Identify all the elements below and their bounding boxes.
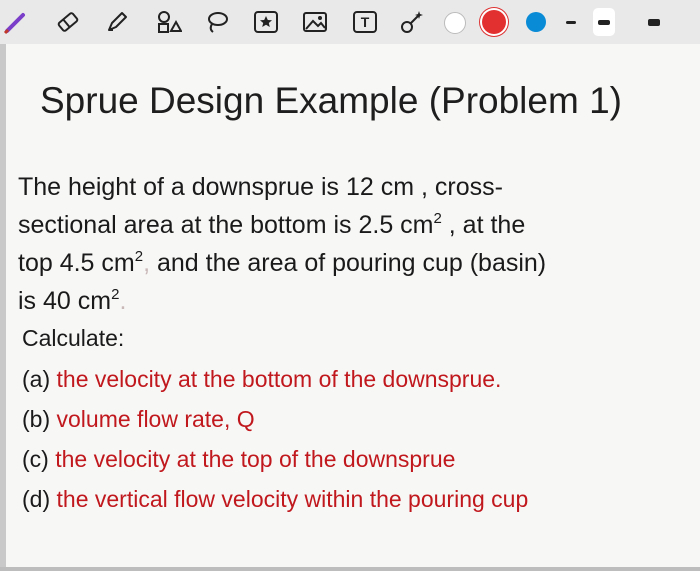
magic-icon[interactable] xyxy=(398,8,426,36)
calculate-label: Calculate: xyxy=(22,325,125,351)
text-icon[interactable] xyxy=(351,8,379,36)
thick-stroke-option[interactable] xyxy=(648,19,660,26)
color-swatch-white[interactable] xyxy=(444,12,466,34)
problem-line-3: top 4.5 $cm^2$, and the area of pouring cup (basin) xyxy=(18,248,547,277)
problem-line-2: sectional area at the bottom is 2.5 $cm^2$ , at the xyxy=(18,210,526,239)
slide-title: Sprue Design Example (Problem 1) xyxy=(40,80,622,121)
question-item-b: (b) volume flow rate, Q xyxy=(22,406,255,432)
medium-stroke-option[interactable] xyxy=(598,20,610,25)
color-swatch-red[interactable] xyxy=(482,10,506,34)
eraser-icon[interactable] xyxy=(54,8,82,36)
image-icon[interactable] xyxy=(301,8,329,36)
question-list xyxy=(22,366,682,526)
problem-statement xyxy=(18,168,678,320)
problem-line-1: The height of a downsprue is 12 cm , cross- xyxy=(18,173,503,201)
screen-edge-bottom xyxy=(0,567,700,571)
question-item-a: (a) the velocity at the bottom of the downsprue. xyxy=(22,366,502,392)
highlighter-icon[interactable] xyxy=(103,8,131,36)
color-swatch-blue[interactable] xyxy=(526,12,546,32)
pen-icon[interactable] xyxy=(2,8,30,36)
annotation-toolbar xyxy=(0,0,700,44)
shapes-icon[interactable] xyxy=(155,8,183,36)
question-item-c: (c) the velocity at the top of the downsprue xyxy=(22,446,456,472)
problem-line-4: is 40 $cm^2$. xyxy=(18,286,127,315)
star-icon[interactable] xyxy=(252,8,280,36)
text-tool-glyph: T xyxy=(360,14,370,30)
thin-stroke-option[interactable] xyxy=(566,21,576,24)
lasso-icon[interactable] xyxy=(203,8,231,36)
question-item-d: (d) the vertical flow velocity within the pouring cup xyxy=(22,486,529,512)
